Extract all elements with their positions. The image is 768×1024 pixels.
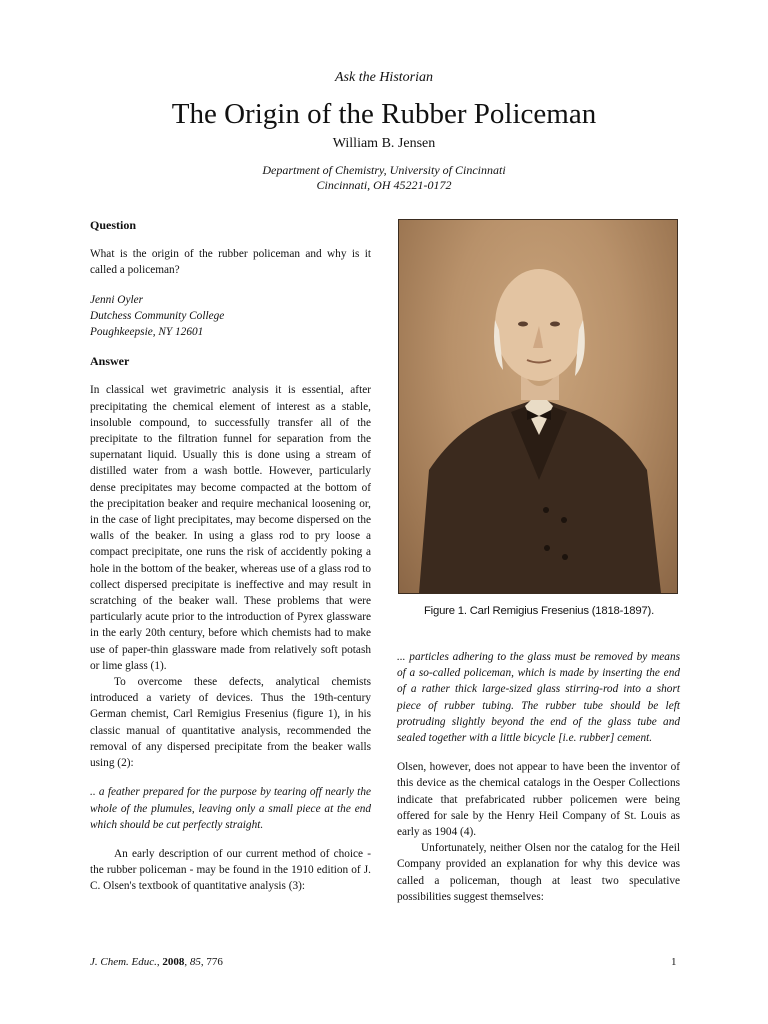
answer-paragraph-5: Unfortunately, neither Olsen nor the catalog for the Heil Company provided an explanation for why this device was called a policeman, though at least two speculative possibilities suggest themselves: [397, 842, 680, 903]
affiliation-line-2: Cincinnati, OH 45221-0172 [316, 178, 452, 192]
left-column [90, 217, 371, 895]
journal-name: J. Chem. Educ. [90, 956, 157, 968]
question-text: What is the origin of the rubber policeman and why is it called a policeman? [90, 248, 371, 277]
right-column [397, 649, 680, 905]
fresenius-portrait-photo [398, 219, 678, 594]
signature-institution: Dutchess Community College [90, 309, 225, 322]
journal-citation: J. Chem. Educ., 2008, 85, 776 [90, 956, 223, 968]
article-title: The Origin of the Rubber Policeman [171, 98, 597, 130]
answer-paragraph-4: Olsen, however, does not appear to have been the inventor of this device as the chemical catalogs in the Oesper Collections indicate that prefabricated rubber policemen were being offered for sale by the Henry Heil Company of St. Louis as early as 1904 (4). [397, 761, 680, 839]
journal-volume: 85 [189, 956, 201, 968]
journal-year: 2008 [162, 956, 185, 968]
fresenius-quote: .. a feather prepared for the purpose by tearing off nearly the whole of the plumules, leaving only a small piece at the end which should be cut perfectly straight. [90, 786, 371, 831]
author-affiliation [0, 163, 768, 193]
answer-heading: Answer [90, 354, 130, 369]
page-number: 1 [671, 956, 677, 968]
signature-name: Jenni Oyler [90, 293, 144, 306]
answer-paragraph-3: An early description of our current method of choice - the rubber policeman - may be found in the 1910 edition of J. C. Olsen's textbook of quantitative analysis (3): [90, 847, 371, 893]
journal-page: 776 [206, 956, 223, 968]
portrait-illustration [399, 220, 677, 593]
question-signature [90, 292, 371, 341]
olsen-quote: ... particles adhering to the glass must be removed by means of a so-called policeman, which is made by inserting the end of a rather thick large-sized glass stirring-rod into a short piece of rubber tubing. The rubber tube should be left protruding slightly beyond the end of the glass tube and sealed together with a little bicycle [i.e. rubber] cement. [397, 651, 680, 745]
answer-paragraph-2: To overcome these defects, analytical chemists introduced a variety of devices. Thus the 19th-century German chemist, Carl Remigius Fresenius (figure 1), in his classic manual of quantitative analysis, recommended the removal of any dispersed precipitate from the beaker walls using (2): [90, 676, 371, 770]
figure-caption: Figure 1. Carl Remigius Fresenius (1818-1897). [423, 605, 655, 617]
signature-location: Poughkeepsie, NY 12601 [90, 326, 204, 339]
question-heading: Question [90, 218, 137, 232]
affiliation-line-1: Department of Chemistry, University of Cincinnati [262, 163, 506, 177]
column-kicker: Ask the Historian [335, 70, 433, 85]
author-name: William B. Jensen [332, 136, 436, 151]
answer-paragraph-1: In classical wet gravimetric analysis it is essential, after precipitating the chemical element of interest as a stable, insoluble compound, to successfully transfer all of the precipitate to the filtration funnel for separation from the supernatant liquid. Usually this is done using a stream of distilled water from a wash bottle. However, particularly dense precipitates may become compacted at the bottom of the precipitation beaker and require mechanical loosening or, in the case of light precipitates, may become dispersed on the walls of the beaker. In using a glass rod to pry loose a compact precipitate, one runs the risk of accidently poking a hole in the bottom of the beaker, whereas use of a glass rod to collect dispersed precipitate is ineffective and may result in scratching of the beaker wall. These problems that were particularly acute prior to the introduction of Pyrex glassware in the early 20th century, before which chemists had to make use of paper-thin glassware made from relatively soft potash or lime glass (1). [90, 384, 371, 672]
